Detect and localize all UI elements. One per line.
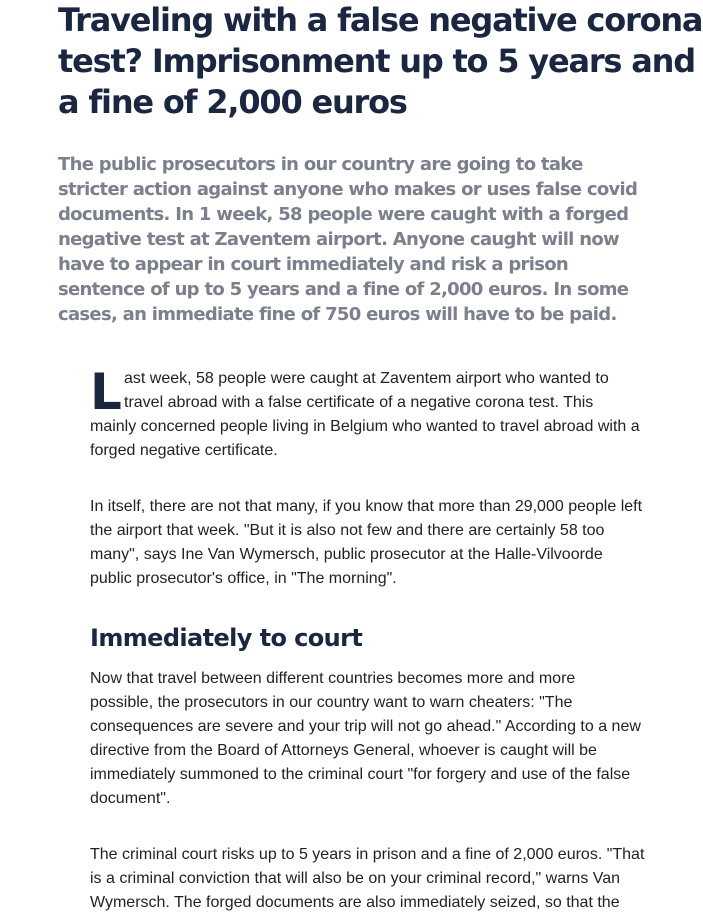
paragraph-line: Now that travel between different countries becomes more and more	[90, 670, 576, 687]
article-title-line: test? Imprisonment up to 5 years and	[58, 42, 695, 80]
paragraph-line: directive from the Board of Attorneys General, whoever is caught will be	[90, 742, 597, 759]
paragraph-line: consequences are severe and your trip will not go ahead." According to a new	[90, 718, 641, 735]
paragraph-line: the airport that week. "But it is also not few and there are certainly 58 too	[90, 522, 605, 539]
paragraph-line: document".	[90, 790, 171, 807]
paragraph-3	[90, 667, 670, 811]
article-title-line: Traveling with a false negative corona	[58, 1, 703, 39]
paragraph-line: immediately summoned to the criminal court "for forgery and use of the false	[90, 766, 631, 783]
paragraph-1	[90, 363, 670, 463]
paragraph-line: travel abroad with a false certificate of a negative corona test. This	[124, 394, 594, 411]
paragraph-line: Wymersch. The forged documents are also immediately seized, so that the	[90, 894, 620, 911]
paragraph-2	[90, 495, 670, 591]
paragraph-line: The criminal court risks up to 5 years in prison and a fine of 2,000 euros. "That	[90, 846, 645, 863]
lede-line: negative test at Zaventem airport. Anyone caught will now	[58, 229, 619, 250]
paragraph-line: possible, the prosecutors in our country want to warn cheaters: "The	[90, 694, 573, 711]
lede-line: The public prosecutors in our country are going to take	[58, 154, 583, 175]
paragraph-line: many", says Ine Van Wymersch, public prosecutor at the Halle-Vilvoorde	[90, 546, 603, 563]
paragraph-line: public prosecutor's office, in "The morning".	[90, 570, 397, 587]
article-lede	[58, 152, 658, 327]
lede-line: cases, an immediate fine of 750 euros will have to be paid.	[58, 304, 617, 325]
paragraph-line: mainly concerned people living in Belgium who wanted to travel abroad with a	[90, 418, 640, 435]
paragraph-line: In itself, there are not that many, if you know that more than 29,000 people left	[90, 498, 643, 515]
paragraph-line: ast week, 58 people were caught at Zaventem airport who wanted to	[124, 370, 609, 387]
lede-line: documents. In 1 week, 58 people were caught with a forged	[58, 204, 629, 225]
lede-line: have to appear in court immediately and risk a prison	[58, 254, 568, 275]
section-heading: Immediately to court	[90, 624, 363, 652]
drop-cap: L	[90, 363, 122, 421]
lede-line: stricter action against anyone who makes or uses false covid	[58, 179, 638, 200]
paragraph-4	[90, 843, 670, 915]
lede-line: sentence of up to 5 years and a fine of 2,000 euros. In some	[58, 279, 629, 300]
article-title-line: a fine of 2,000 euros	[58, 83, 407, 121]
paragraph-line: is a criminal conviction that will also be on your criminal record," warns Van	[90, 870, 621, 887]
article-title	[58, 0, 703, 123]
paragraph-line: forged negative certificate.	[90, 442, 278, 459]
